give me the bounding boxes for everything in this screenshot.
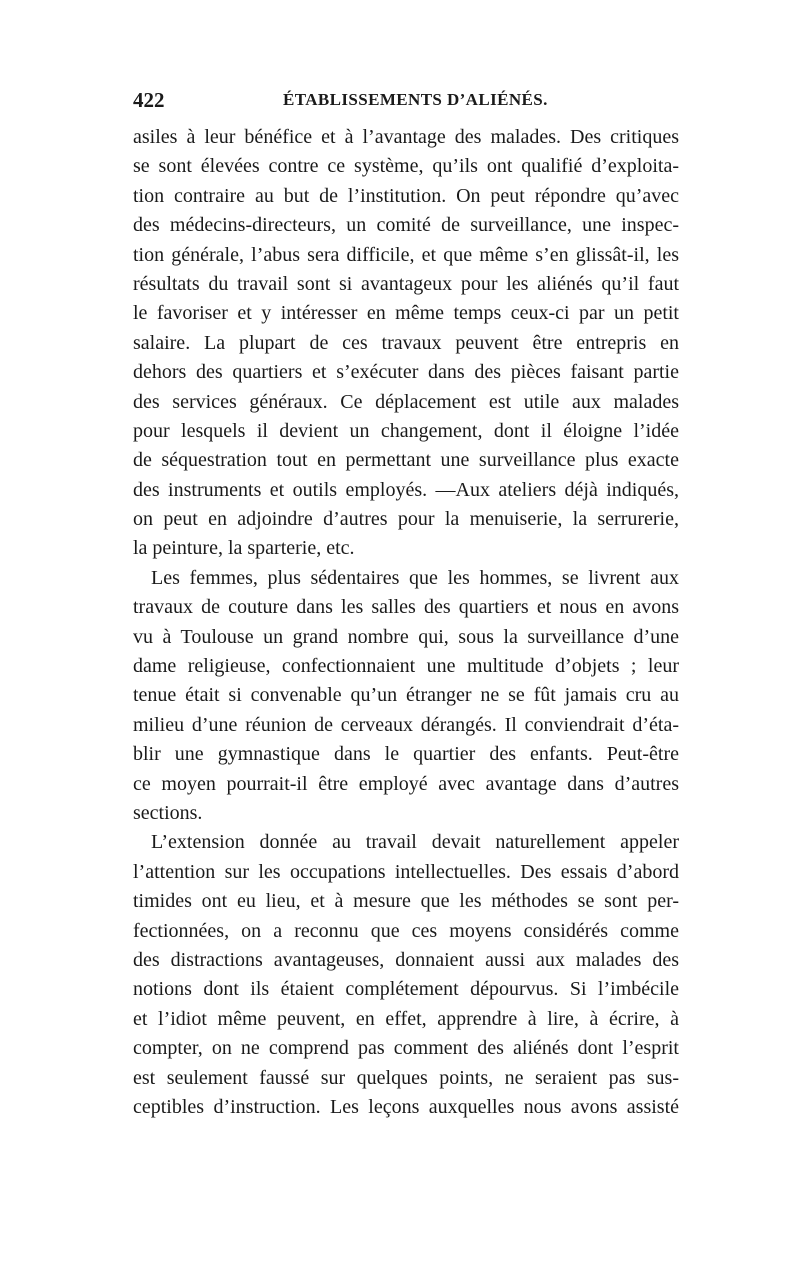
page-number: 422 [133, 88, 165, 112]
page-header [133, 88, 678, 118]
text-line: vu à Toulouse un grand nombre qui, sous la surveillance d’une [133, 625, 679, 648]
text-line: se sont élevées contre ce système, qu’ils ont qualifié d’exploita- [133, 155, 679, 178]
text-line: asiles à leur bénéfice et à l’avantage des malades. Des critiques [133, 126, 679, 148]
text-line: la peinture, la sparterie, etc. [133, 537, 355, 560]
text-line: timides ont eu lieu, et à mesure que les méthodes se sont per- [133, 890, 679, 913]
text-line: travaux de couture dans les salles des quartiers et nous en avons [133, 596, 679, 619]
text-line: est seulement faussé sur quelques points, ne seraient pas sus- [133, 1066, 679, 1089]
text-line: résultats du travail sont si avantageux pour les aliénés qu’il faut [133, 272, 679, 295]
text-line: le favoriser et y intéresser en même temps ceux-ci par un petit [133, 302, 679, 325]
text-line: ceptibles d’instruction. Les leçons auxquelles nous avons assisté [133, 1095, 679, 1118]
text-line: notions dont ils étaient complétement dépourvus. Si l’imbécile [133, 978, 679, 1001]
text-line: dame religieuse, confectionnaient une multitude d’objets ; leur [133, 655, 679, 678]
paragraph-3 [133, 828, 679, 1122]
text-line: dehors des quartiers et s’exécuter dans des pièces faisant partie [133, 361, 679, 384]
text-line: des services généraux. Ce déplacement est utile aux malades [133, 390, 679, 413]
text-line: sections. [133, 801, 203, 824]
text-line: de séquestration tout en permettant une surveillance plus exacte [133, 449, 679, 472]
text-line: L’extension donnée au travail devait naturellement appeler [151, 831, 679, 854]
text-line: tion contraire au but de l’institution. On peut répondre qu’avec [133, 184, 679, 207]
paragraph-2 [133, 564, 679, 829]
text-line: et l’idiot même peuvent, en effet, apprendre à lire, à écrire, à [133, 1007, 679, 1030]
text-line: pour lesquels il devient un changement, dont il éloigne l’idée [133, 419, 679, 442]
text-line: fectionnées, on a reconnu que ces moyens considérés comme [133, 919, 679, 942]
text-line: ce moyen pourrait-il être employé avec avantage dans d’autres [133, 772, 679, 795]
running-title: ÉTABLISSEMENTS D’ALIÉNÉS. [283, 90, 548, 109]
paragraph-1 [133, 123, 679, 564]
text-line: on peut en adjoindre d’autres pour la menuiserie, la serrurerie, [133, 508, 679, 531]
text-line: compter, on ne comprend pas comment des aliénés dont l’esprit [133, 1037, 679, 1060]
body-text [133, 123, 679, 1122]
text-line: blir une gymnastique dans le quartier des enfants. Peut-être [133, 743, 679, 766]
text-line: des instruments et outils employés. —Aux ateliers déjà indiqués, [133, 478, 679, 501]
text-line: tion générale, l’abus sera difficile, et que même s’en glissât-il, les [133, 243, 679, 266]
text-line: des médecins-directeurs, un comité de surveillance, une inspec- [133, 214, 679, 237]
text-line: Les femmes, plus sédentaires que les hommes, se livrent aux [151, 566, 679, 589]
text-line: tenue était si convenable qu’un étranger ne se fût jamais cru au [133, 684, 679, 707]
text-line: salaire. La plupart de ces travaux peuvent être entrepris en [133, 331, 679, 354]
text-line: des distractions avantageuses, donnaient aussi aux malades des [133, 948, 679, 971]
text-line: l’attention sur les occupations intellectuelles. Des essais d’abord [133, 860, 679, 883]
text-line: milieu d’une réunion de cerveaux dérangés. Il conviendrait d’éta- [133, 713, 679, 736]
